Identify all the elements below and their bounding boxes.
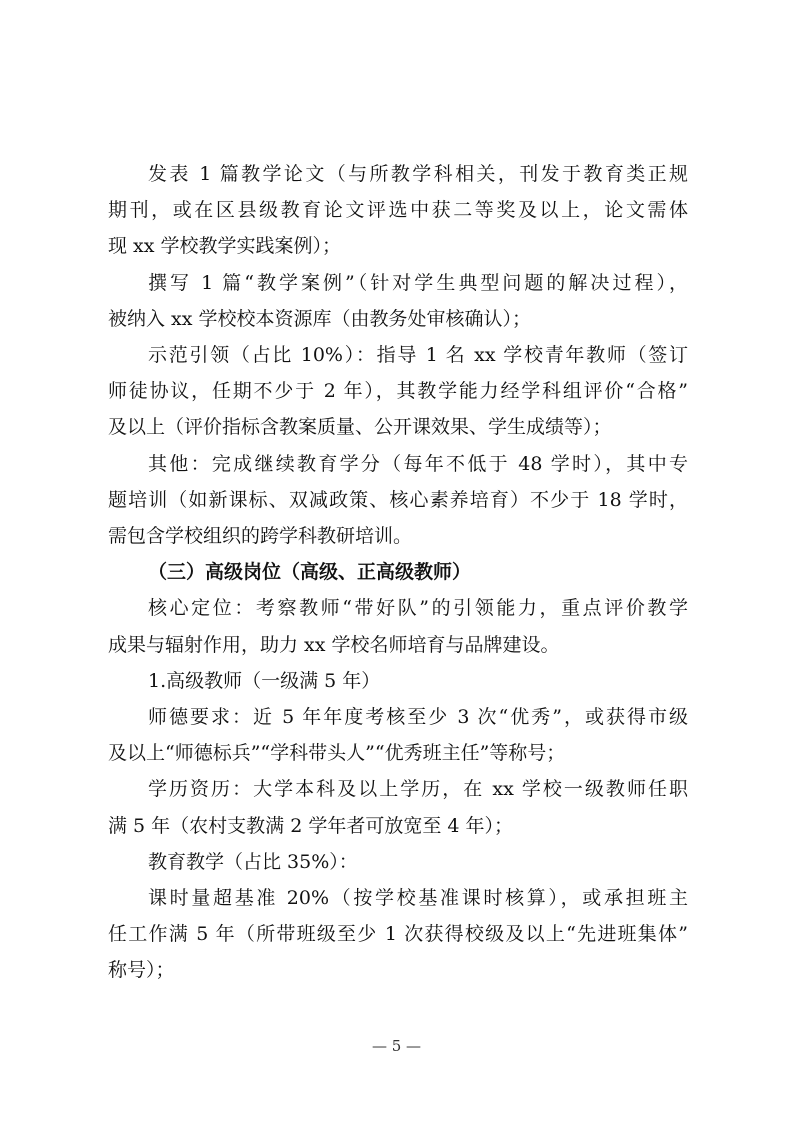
paragraph-line: 题培训（如新课标、双减政策、核心素养培育）不少于 18 学时， (108, 488, 688, 511)
paragraph-line: 核心定位：考察教师“带好队”的引领能力，重点评价教学 (148, 597, 688, 620)
paragraph-line: 撰写 1 篇“教学案例”（针对学生典型问题的解决过程）， (148, 271, 688, 294)
paragraph-line: 需包含学校组织的跨学科教研培训。 (108, 525, 413, 547)
page-number: — 5 — (371, 1037, 422, 1055)
paragraph-line: 师德要求：近 5 年年度考核至少 3 次“优秀”，或获得市级 (148, 706, 688, 728)
paragraph-line: 教育教学（占比 35%）： (148, 850, 358, 873)
paragraph-line: 任工作满 5 年（所带班级至少 1 次获得校级及以上“先进班集体” (108, 923, 688, 946)
paragraph-line: 称号）； (108, 959, 175, 982)
paragraph-line: 发表 1 篇教学论文（与所教学科相关，刊发于教育类正规 (148, 163, 688, 185)
paragraph-line: 及以上“师德标兵”“学科带头人”“优秀班主任”等称号； (108, 742, 566, 765)
paragraph-line: 示范引领（占比 10%）：指导 1 名 xx 学校青年教师（签订 (148, 344, 688, 366)
paragraph-line: 成果与辐射作用，助力 xx 学校名师培育与品牌建设。 (108, 633, 560, 656)
paragraph-line: 期刊，或在区县级教育论文评选中获二等奖及以上，论文需体 (108, 199, 688, 222)
paragraph-line: 1.高级教师（一级满 5 年） (148, 669, 381, 692)
paragraph-line: （三）高级岗位（高级、正高级教师） (148, 561, 472, 584)
paragraph-line: 满 5 年（农村支教满 2 学年者可放宽至 4 年）； (108, 814, 514, 837)
paragraph-line: 现 xx 学校教学实践案例）； (108, 235, 342, 258)
paragraph-line: 被纳入 xx 学校校本资源库（由教务处审核确认）； (108, 307, 532, 330)
paragraph-line: 其他：完成继续教育学分（每年不低于 48 学时），其中专 (148, 452, 688, 475)
paragraph-line: 学历资历：大学本科及以上学历，在 xx 学校一级教师任职 (148, 778, 688, 801)
paragraph-line: 课时量超基准 20%（按学校基准课时核算），或承担班主 (148, 887, 688, 909)
paragraph-line: 及以上（评价指标含教案质量、公开课效果、学生成绩等）； (108, 416, 612, 439)
paragraph-line: 师徒协议，任期不少于 2 年），其教学能力经学科组评价“合格” (108, 380, 688, 403)
